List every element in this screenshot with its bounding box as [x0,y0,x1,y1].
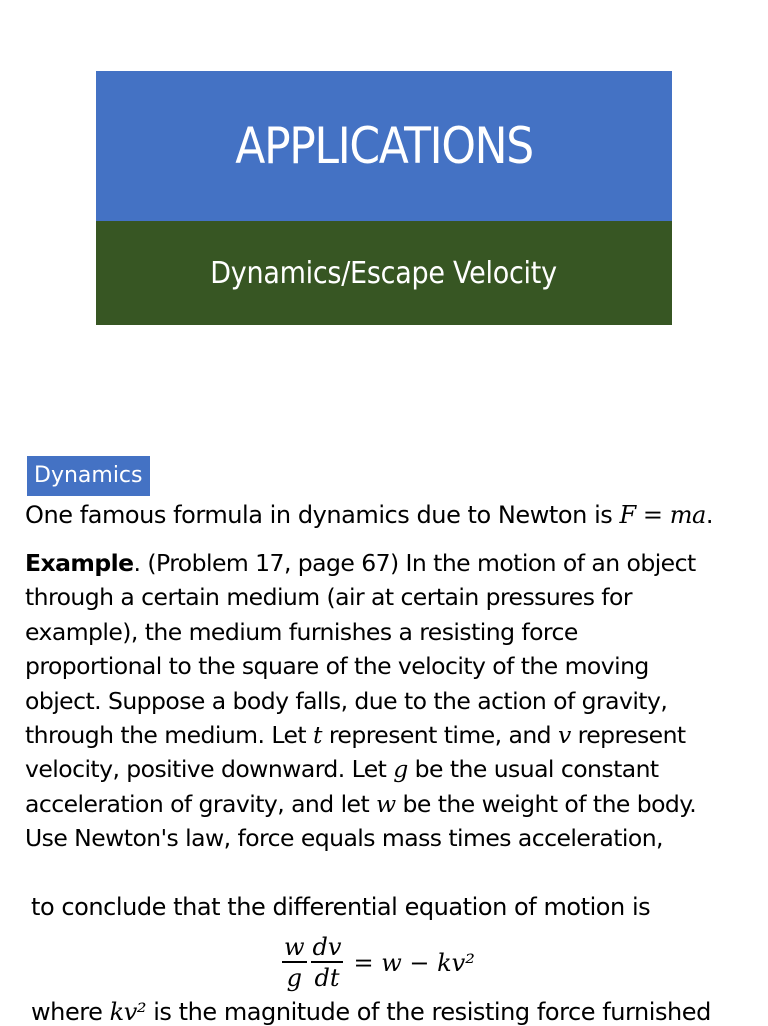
where-text: where [31,998,110,1026]
example-line-2: through a certain medium (air at certain pressures for [25,583,632,612]
example-text: be the usual constant [407,755,659,784]
example-text: represent time, and [321,721,558,750]
example-line-1 [25,546,745,580]
var-g: g [393,755,408,784]
title-subtitle: Dynamics/Escape Velocity [210,255,558,291]
example-text: through the medium. Let [25,721,313,750]
var-w: w [376,789,396,818]
title-main-panel [96,71,672,221]
fraction-denominator: dt [314,963,340,992]
conclude-line: to conclude that the differential equation of motion is [31,893,651,921]
example-text: . (Problem 17, page 67) In the motion of an object [133,549,696,577]
var-v: v [557,721,571,750]
example-text: be the weight of the body. [395,789,697,818]
intro-line [25,501,713,529]
var-kv2: kv² [109,998,147,1026]
differential-equation [280,928,475,998]
example-line-8 [25,787,745,821]
where-rest: is the magnitude of the resisting force furnished [146,998,711,1026]
intro-text: One famous formula in dynamics due to Newton is [25,501,620,529]
fraction-w-over-g [282,933,307,993]
title-block [96,71,672,325]
example-line-6 [25,718,745,752]
intro-end: . [705,501,714,529]
example-line-4: proportional to the square of the velocity of the moving [25,652,649,681]
fraction-numerator: dv [312,933,342,962]
example-text: velocity, positive downward. Let [25,755,394,784]
var-t: t [313,721,322,750]
equation-rhs: = w − kv² [353,949,475,977]
fraction-numerator: w [284,933,305,962]
example-line-9: Use Newton's law, force equals mass times acceleration, [25,824,663,853]
title-main: APPLICATIONS [235,117,533,175]
example-paragraph [25,546,745,856]
where-line [31,998,711,1026]
example-text: represent [570,721,686,750]
example-line-7 [25,752,745,786]
intro-formula: F = ma [619,501,706,529]
example-line-3: example), the medium furnishes a resisting force [25,617,578,646]
example-line-5: object. Suppose a body falls, due to the action of gravity, [25,686,668,715]
example-text: acceleration of gravity, and let [25,789,377,818]
fraction-denominator: g [286,963,302,992]
section-tag-dynamics: Dynamics [27,456,150,496]
example-label: Example [25,549,134,577]
fraction-dv-over-dt [311,933,344,993]
title-subtitle-panel [96,221,672,325]
